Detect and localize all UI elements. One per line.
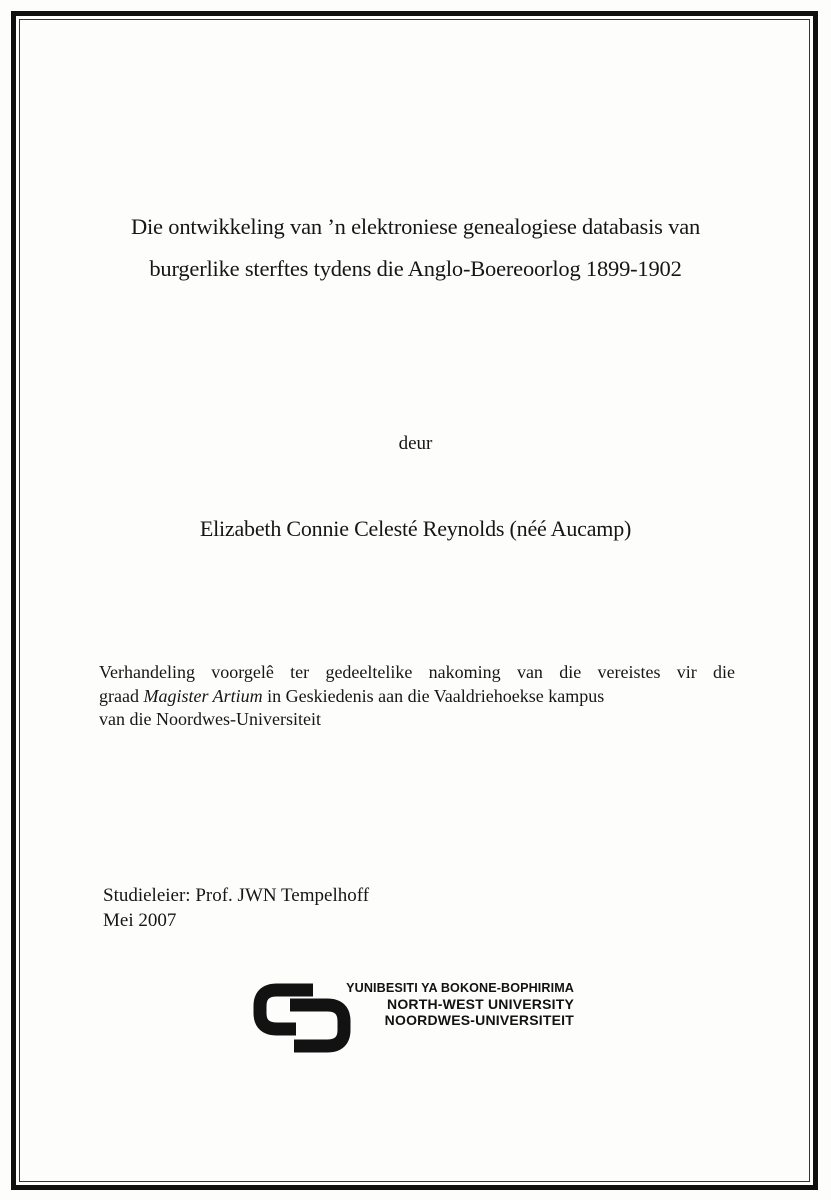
submission-statement xyxy=(99,661,735,732)
degree-name-italic: Magister Artium xyxy=(143,685,263,706)
author-name: Elizabeth Connie Celesté Reynolds (néé Aucamp) xyxy=(199,516,632,541)
university-name-afrikaans: NOORDWES-UNIVERSITEIT xyxy=(384,1012,574,1028)
submission-line-2 xyxy=(99,685,735,709)
submission-line-2-post: in Geskiedenis aan die Vaaldriehoekse kampus xyxy=(262,685,605,706)
supervisor-block xyxy=(103,884,369,933)
submission-line-3: van die Noordwes-Universiteit xyxy=(99,709,321,729)
supervisor-line: Studieleier: Prof. JWN Tempelhoff xyxy=(103,885,370,906)
university-name-setswana: YUNIBESITI YA BOKONE-BOPHIRIMA xyxy=(346,981,574,995)
university-name-english: NORTH-WEST UNIVERSITY xyxy=(387,996,574,1012)
thesis-title xyxy=(60,206,771,290)
university-logo-text xyxy=(316,980,574,1028)
submission-line-1: Verhandeling voorgelê ter gedeeltelike nakoming van die vereistes vir die xyxy=(99,662,735,682)
submission-line-2-pre: graad xyxy=(99,685,144,706)
thesis-title-line-1: Die ontwikkeling van ’n elektroniese genealogiese databasis van xyxy=(130,214,701,239)
date-line: Mei 2007 xyxy=(103,909,177,931)
byline-deur: deur xyxy=(398,433,433,454)
university-logo xyxy=(252,974,582,1054)
thesis-title-line-2: burgerlike sterftes tydens die Anglo-Boereoorlog 1899-1902 xyxy=(149,256,682,281)
